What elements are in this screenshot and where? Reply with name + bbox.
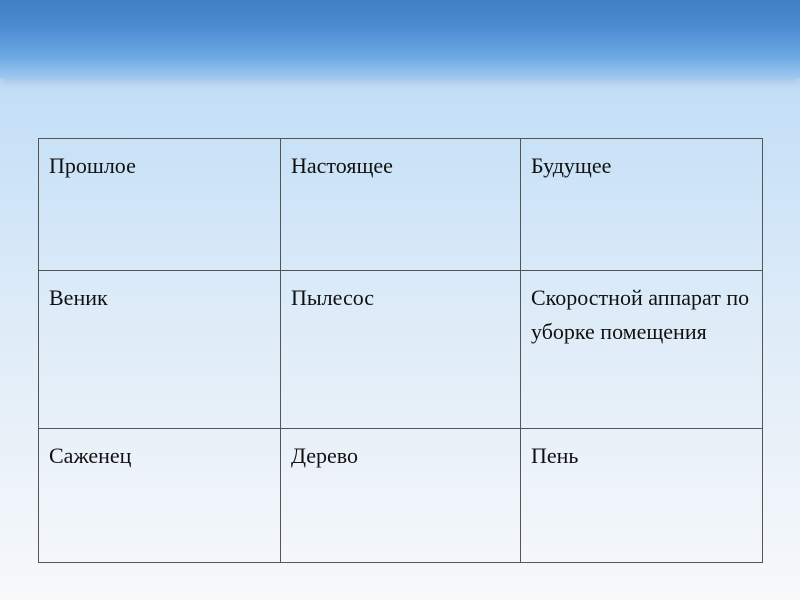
table-cell: Пылесос [281, 271, 521, 429]
table-cell: Дерево [281, 429, 521, 563]
header-cell-future: Будущее [521, 139, 763, 271]
table-header-row [39, 139, 763, 271]
comparison-table [38, 138, 763, 563]
table-row [39, 429, 763, 563]
table-row [39, 271, 763, 429]
table-cell: Пень [521, 429, 763, 563]
table-cell: Скоростной аппарат по уборке помещения [521, 271, 763, 429]
header-cell-past: Прошлое [39, 139, 281, 271]
header-band [0, 0, 800, 78]
table-cell: Саженец [39, 429, 281, 563]
header-cell-present: Настоящее [281, 139, 521, 271]
table-cell: Веник [39, 271, 281, 429]
